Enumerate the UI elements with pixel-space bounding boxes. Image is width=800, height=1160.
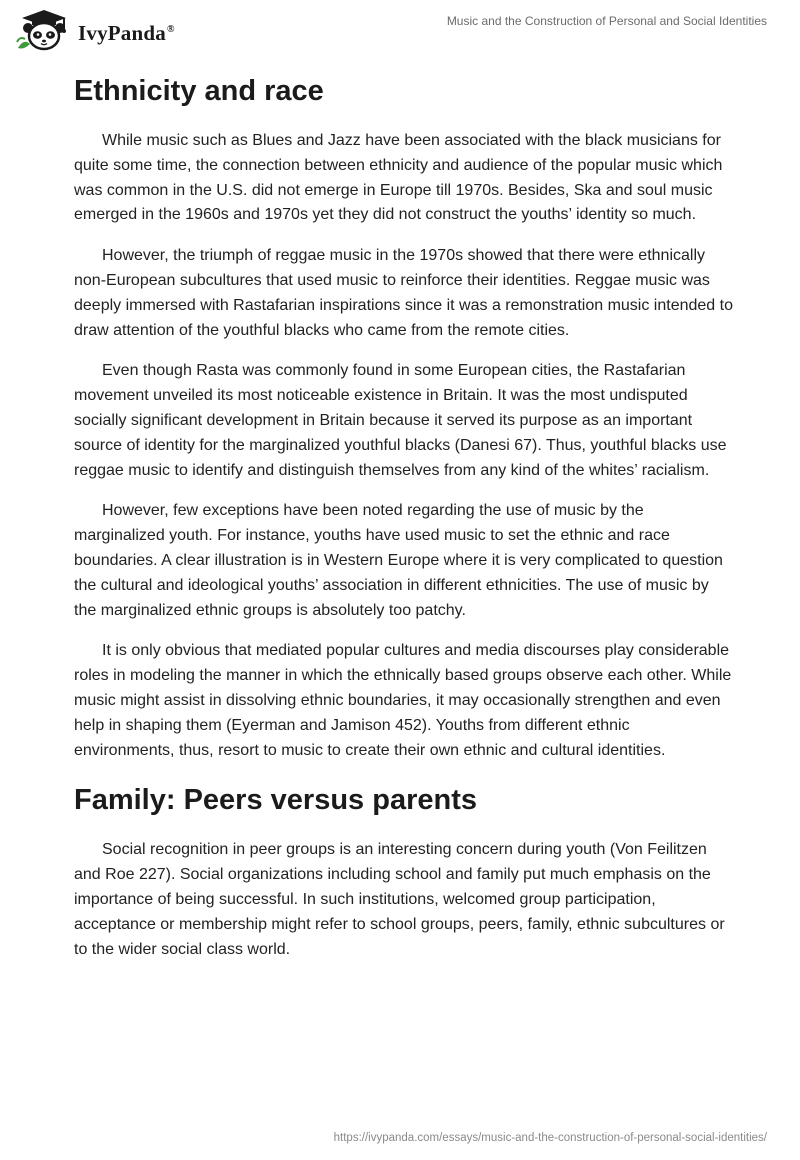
section-heading-family: Family: Peers versus parents — [74, 784, 477, 817]
paragraph: However, the triumph of reggae music in the 1970s showed that there were ethnically non-European subcultures that used music to reinforce their identities. Reggae music was deeply immersed with Rastafarian inspirations since it was a remonstration music intended to draw attention of the youthful blacks who came from the remote cities. — [74, 247, 733, 339]
paragraph: However, few exceptions have been noted regarding the use of music by the marginalized youth. For instance, youths have used music to set the ethnic and race boundaries. A clear illustration is in Western Europe where it is very complicated to question the cultural and ideological youths’ association in different ethnicities. The use of music by the marginalized ethnic groups is absolutely too patchy. — [74, 502, 723, 619]
essay-body — [74, 70, 734, 978]
section-heading-ethnicity: Ethnicity and race — [74, 75, 324, 107]
logo-text: IvyPanda® — [78, 20, 175, 45]
paragraph: While music such as Blues and Jazz have been associated with the black musicians for quite some time, the connection between ethnicity and audience of the popular music which was common in the U.S. did not emerge in Europe till 1970s. Besides, Ska and soul music emerged in the 1960s and 1970s yet they did not construct the youths’ identity so much. — [74, 132, 723, 224]
source-url-link[interactable]: https://ivypanda.com/essays/music-and-the-construction-of-personal-social-identities/ — [333, 1132, 767, 1144]
panda-logo-icon — [14, 8, 72, 52]
paragraph: It is only obvious that mediated popular cultures and media discourses play considerable roles in modeling the manner in which the ethnically based groups observe each other. While music might assist in dissolving ethnic boundaries, it may occasionally strengthen and even help in shaping them (Eyerman and Jamison 452). Youths from different ethnic environments, thus, resort to music to create their own ethnic and cultural identities. — [74, 642, 732, 759]
document-title: Music and the Construction of Personal and Social Identities — [446, 14, 767, 28]
paragraph: Social recognition in peer groups is an interesting concern during youth (Von Feilitzen and Roe 227). Social organizations including school and family put much emphasis on the importance of being successful. In such institutions, welcomed group participation, acceptance or membership might refer to school groups, peers, family, ethnic subcultures or to the wider social class world. — [74, 841, 725, 958]
logo[interactable] — [14, 8, 175, 52]
paragraph: Even though Rasta was commonly found in some European cities, the Rastafarian movement unveiled its most noticeable existence in Britain. It was the most undisputed socially significant development in Britain because it served its purpose as an important source of identity for the marginalized youthful blacks (Danesi 67). Thus, youthful blacks use reggae music to identify and distinguish themselves from any kind of the whites’ racialism. — [74, 362, 727, 479]
page-header — [0, 0, 800, 62]
